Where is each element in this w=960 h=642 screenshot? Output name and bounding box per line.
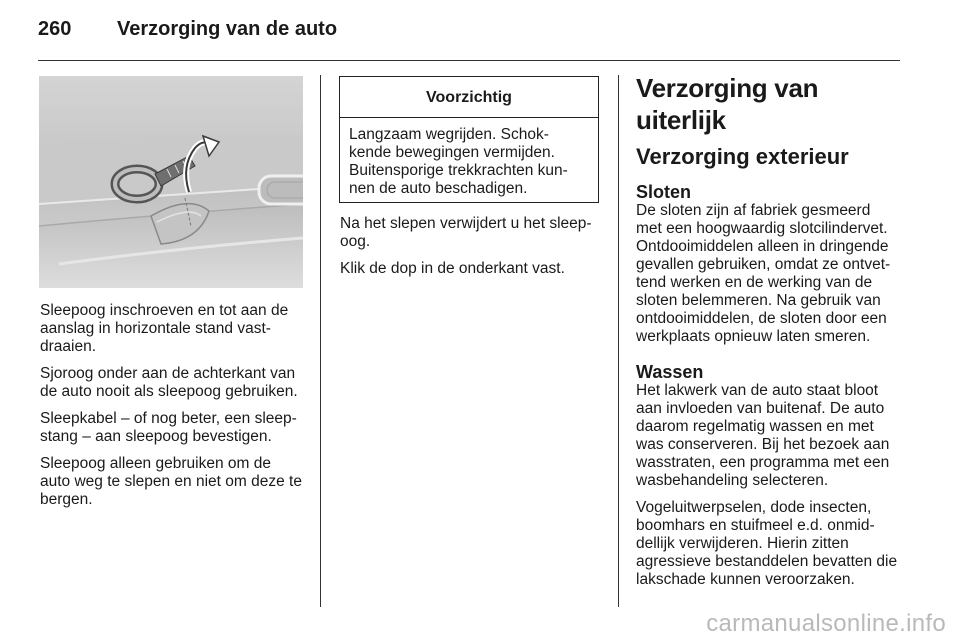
paragraph: Na het slepen verwijdert u het sleep-oog.	[340, 215, 592, 250]
left-column-text	[40, 302, 305, 518]
tow-eye-illustration	[39, 76, 303, 288]
paragraph: Sleepoog alleen gebruiken om de auto weg te slepen en niet om deze te bergen.	[40, 455, 302, 508]
topic-heading-wassen: Wassen	[636, 362, 704, 382]
watermark: carmanualsonline.info	[706, 610, 946, 637]
caution-box	[339, 76, 599, 203]
page-header	[0, 0, 960, 60]
paragraph: Sjoroog onder aan de achterkant van de auto nooit als sleepoog gebruiken.	[40, 365, 298, 400]
middle-column-text	[340, 215, 602, 287]
header-divider	[38, 60, 900, 61]
paragraph: Sleepkabel – of nog beter, een sleep-stang – aan sleepoog bevestigen.	[40, 410, 297, 445]
caution-title: Voorzichtig	[340, 77, 598, 118]
section-heading: Verzorging van uiterlijk	[636, 73, 819, 135]
column-divider-left	[320, 75, 321, 607]
topic-heading-sloten: Sloten	[636, 182, 692, 202]
paragraph: Het lakwerk van de auto staat bloot aan invloeden van buitenaf. De auto daarom regelmatig wassen en met was conserveren. Bij het bezoek aan wasstraten, een programma met een wasbehandeling selecteren.	[636, 382, 890, 489]
page-number: 260	[38, 18, 72, 40]
paragraph: Vogeluitwerpselen, dode insecten, boomhars en stuifmeel e.d. onmid-dellijk verwijderen. Hierin zitten agressieve bestanddelen bevatten die lakschade kunnen veroorzaken.	[636, 499, 898, 588]
caution-text: Langzaam wegrijden. Schok-kende bewegingen vermijden. Buitensporige trekkrachten kun-nen de auto beschadigen.	[349, 126, 568, 197]
paragraph: Klik de dop in de onderkant vast.	[340, 260, 565, 277]
right-column-text	[636, 72, 900, 598]
column-divider-right	[618, 75, 619, 607]
paragraph: Sleepoog inschroeven en tot aan de aanslag in horizontale stand vast-draaien.	[40, 302, 289, 355]
page-title: Verzorging van de auto	[117, 18, 338, 40]
subsection-heading: Verzorging exterieur	[636, 144, 849, 169]
paragraph: De sloten zijn af fabriek gesmeerd met een hoogwaardig slotcilindervet. Ontdooimiddelen alleen in dringende gevallen gebruiken, omdat ze ontvet-tend werken en de werking van de sloten belemmeren. Na gebruik van ontdooimiddelen, de sloten door een werkplaats opnieuw laten smeren.	[636, 202, 891, 345]
